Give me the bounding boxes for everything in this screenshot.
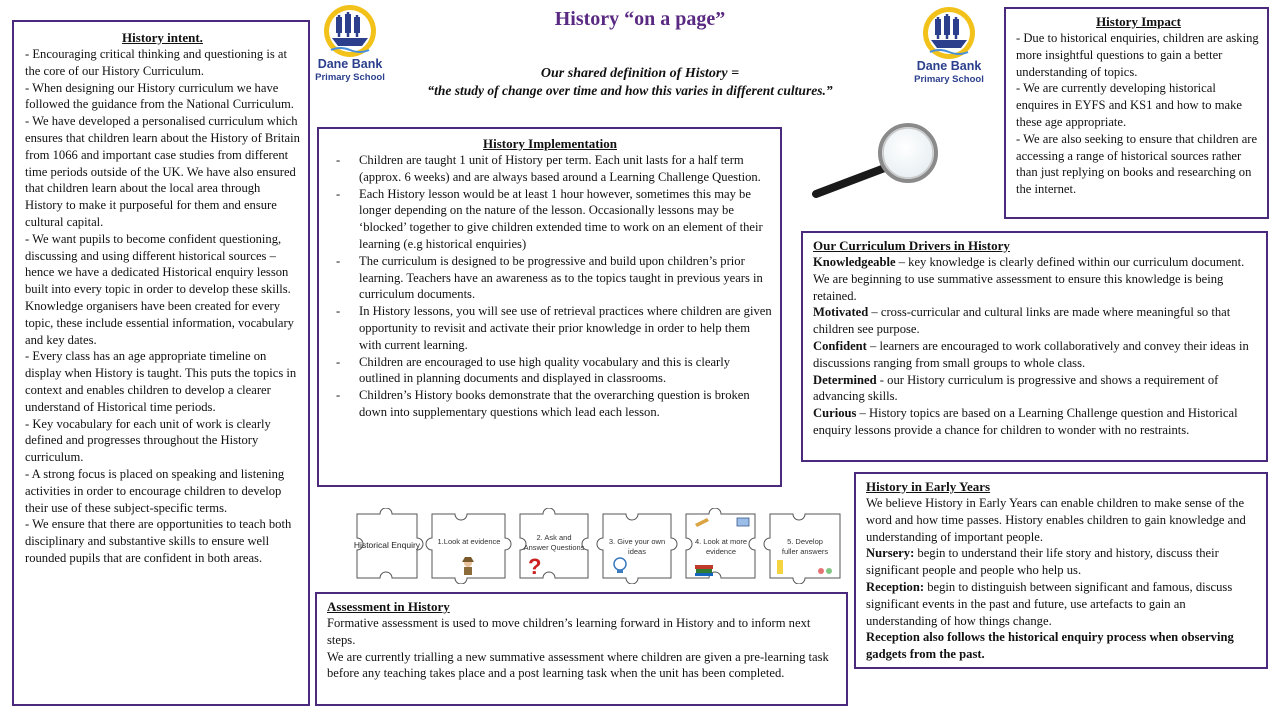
intent-paragraph: - Encouraging critical thinking and questioning is at the core of our History Curriculum. bbox=[25, 47, 287, 78]
logo-name: Dane Bank bbox=[317, 57, 383, 71]
page-title: History “on a page” bbox=[554, 8, 726, 30]
impact-heading: History Impact bbox=[1096, 14, 1181, 29]
assessment-paragraph: We are currently trialling a new summative assessment where children are given a pre-learning task before any teaching takes place and a post learning task when the unit has been completed. bbox=[327, 649, 829, 681]
closing-text: Reception also follows the historical enquiry process when observing gadgets from the past. bbox=[866, 630, 1234, 662]
logo-name: Dane Bank bbox=[916, 59, 982, 73]
impact-paragraph: - We are also seeking to ensure that children are accessing a range of historical sources rather than just replying on books and researching on the internet. bbox=[1016, 131, 1258, 197]
driver-term: Curious bbox=[813, 406, 857, 421]
driver-term: Motivated bbox=[813, 305, 869, 320]
enquiry-step-label: 4. Look at more bbox=[694, 537, 748, 546]
early-years-panel bbox=[854, 472, 1268, 669]
school-logo-left bbox=[306, 3, 394, 91]
implementation-item: - The curriculum is designed to be progressive and build upon children’s prior learning. Teachers have an awareness as to the topics taught in previous years in curriculum documents. bbox=[328, 253, 772, 303]
nursery-term: Nursery: bbox=[866, 546, 915, 561]
enquiry-step-label: evidence bbox=[705, 547, 737, 556]
history-intent-panel bbox=[12, 20, 310, 706]
driver-item bbox=[813, 338, 1258, 372]
enquiry-step-label: 5. Develop bbox=[787, 537, 823, 546]
intent-paragraph: - When designing our History curriculum we have followed the guidance from the National Curriculum. bbox=[25, 80, 294, 112]
driver-item bbox=[813, 254, 1258, 304]
implementation-item: - Each History lesson would be at least 1 hour however, sometimes this may be longer depending on the nature of the lesson. Occasionally lessons may be ‘blocked’ together to give children extended time to work on an element of their learning (e.g historical enquiries) bbox=[328, 186, 772, 253]
driver-text: – cross-curricular and cultural links are made where meaningful so that children see purpose. bbox=[813, 305, 1231, 337]
enquiry-step-label: 1.Look at evidence bbox=[437, 537, 501, 546]
implementation-item: - Children are encouraged to use high quality vocabulary and this is clearly outlined in planning documents and displayed in classrooms. bbox=[328, 354, 772, 388]
enquiry-step-label: Answer Questions bbox=[523, 543, 585, 552]
logo-subtitle: Primary School bbox=[914, 74, 984, 85]
ship-crest-icon bbox=[322, 3, 378, 59]
assessment-paragraph: Formative assessment is used to move children’s learning forward in History and to inform next steps. bbox=[327, 616, 811, 647]
intent-heading: History intent. bbox=[122, 30, 203, 45]
definition-label: Our shared definition of History = bbox=[540, 66, 740, 81]
intent-paragraph: - We have developed a personalised curriculum which ensures that children learn about the History of Britain from 1066 and important case studies from different time periods outside of the UK. We have also ensured that children learn about the local area through History to make it purposeful for them and ensure cultural capital. bbox=[25, 114, 300, 229]
history-implementation-panel bbox=[317, 127, 782, 487]
enquiry-step-label: fuller answers bbox=[781, 547, 829, 556]
intent-paragraph: Knowledge organisers have been created for every topic, these include essential information, vocabulary and key dates. bbox=[25, 298, 294, 347]
early-years-intro: We believe History in Early Years can enable children to make sense of the word and how time passes. History enables children to gain knowledge and understanding of important people. bbox=[866, 496, 1246, 544]
nursery-text: begin to understand their life story and history, discuss their significant people and people who help us. bbox=[866, 546, 1219, 578]
school-logo-right bbox=[905, 5, 993, 93]
driver-term: Confident bbox=[813, 338, 867, 353]
history-impact-panel bbox=[1004, 7, 1269, 219]
curriculum-drivers-panel bbox=[801, 231, 1268, 462]
intent-paragraph: - A strong focus is placed on speaking and listening activities in order to encourage children to develop their use of these subject-specific terms. bbox=[25, 466, 285, 515]
driver-text: – key knowledge is clearly defined within our curriculum document. We are beginning to use summative assessment to ensure this knowledge is being retained. bbox=[813, 255, 1245, 303]
intent-paragraph: - Every class has an age appropriate timeline on display when History is taught. This puts the topics in context and enables children to develop a clearer understand of Historical time periods. bbox=[25, 349, 297, 414]
implementation-item: - Children’s History books demonstrate that the overarching question is broken down into supplementary questions which lead each lesson. bbox=[328, 387, 772, 421]
implementation-item: - In History lessons, you will see use of retrieval practices where children are given opportunity to revisit and activate their prior knowledge in order to help them with current learning. bbox=[328, 303, 772, 353]
reception-term: Reception: bbox=[866, 579, 925, 594]
driver-text: – History topics are based on a Learning Challenge question and Historical enquiry lessons provide a chance for children to wonder with no restraints. bbox=[813, 406, 1238, 437]
impact-paragraph: - Due to historical enquiries, children are asking more insightful questions to gain a better understanding of topics. bbox=[1016, 31, 1259, 79]
driver-item bbox=[813, 372, 1258, 406]
enquiry-step-label: 3. Give your own bbox=[608, 537, 666, 546]
driver-term: Knowledgeable bbox=[813, 255, 896, 269]
implementation-list bbox=[328, 152, 772, 421]
definition-text: “the study of change over time and how this varies in different cultures.” bbox=[427, 83, 833, 98]
early-years-reception bbox=[866, 579, 1258, 629]
impact-paragraph: - We are currently developing historical enquires in EYFS and KS1 and how to make these age appropriate. bbox=[1016, 81, 1242, 129]
driver-text: – learners are encouraged to work collaboratively and convey their ideas in discussions ranging from small groups to whole class. bbox=[813, 338, 1249, 370]
early-years-closing bbox=[866, 629, 1258, 663]
enquiry-step-label: Historical Enquiry bbox=[353, 540, 421, 550]
books-icon bbox=[695, 565, 713, 576]
magnifying-glass-icon bbox=[808, 118, 943, 203]
ship-crest-icon bbox=[921, 5, 977, 61]
intent-paragraph: - We ensure that there are opportunities to teach both disciplinary and substantive skills to ensure well rounded pupils that are confident in both areas. bbox=[25, 517, 292, 565]
early-years-nursery bbox=[866, 545, 1258, 579]
drivers-heading: Our Curriculum Drivers in History bbox=[813, 238, 1010, 253]
enquiry-process-puzzle bbox=[345, 508, 850, 584]
enquiry-step-label: ideas bbox=[628, 547, 646, 556]
driver-item bbox=[813, 405, 1258, 439]
implementation-item: - Children are taught 1 unit of History per term. Each unit lasts for a half term (approx. 6 weeks) and are always based around a Learning Challenge Question. bbox=[328, 152, 772, 186]
driver-text: - our History curriculum is progressive and shows a requirement of advancing skills. bbox=[813, 372, 1219, 404]
early-years-heading: History in Early Years bbox=[866, 479, 991, 494]
driver-item bbox=[813, 304, 1258, 338]
reception-text: begin to distinguish between significant and famous, discuss significant events in the past and future, use artefacts to gain an understanding of how things change. bbox=[866, 579, 1233, 628]
intent-paragraph: - We want pupils to become confident questioning, discussing and using different historical sources – hence we have a dedicated Historical enquiry lesson built into every topic in order to develop these skills. bbox=[25, 231, 291, 297]
implementation-heading: History Implementation bbox=[483, 136, 617, 151]
logo-subtitle: Primary School bbox=[315, 72, 385, 83]
assessment-panel bbox=[315, 592, 848, 706]
question-mark-icon: ? bbox=[528, 554, 542, 579]
intent-paragraph: - Key vocabulary for each unit of work is clearly defined and progresses throughout the History curriculum. bbox=[25, 416, 271, 465]
driver-term: Determined bbox=[813, 372, 877, 387]
assessment-heading: Assessment in History bbox=[327, 599, 450, 614]
enquiry-step-label: 2. Ask and bbox=[536, 533, 572, 542]
